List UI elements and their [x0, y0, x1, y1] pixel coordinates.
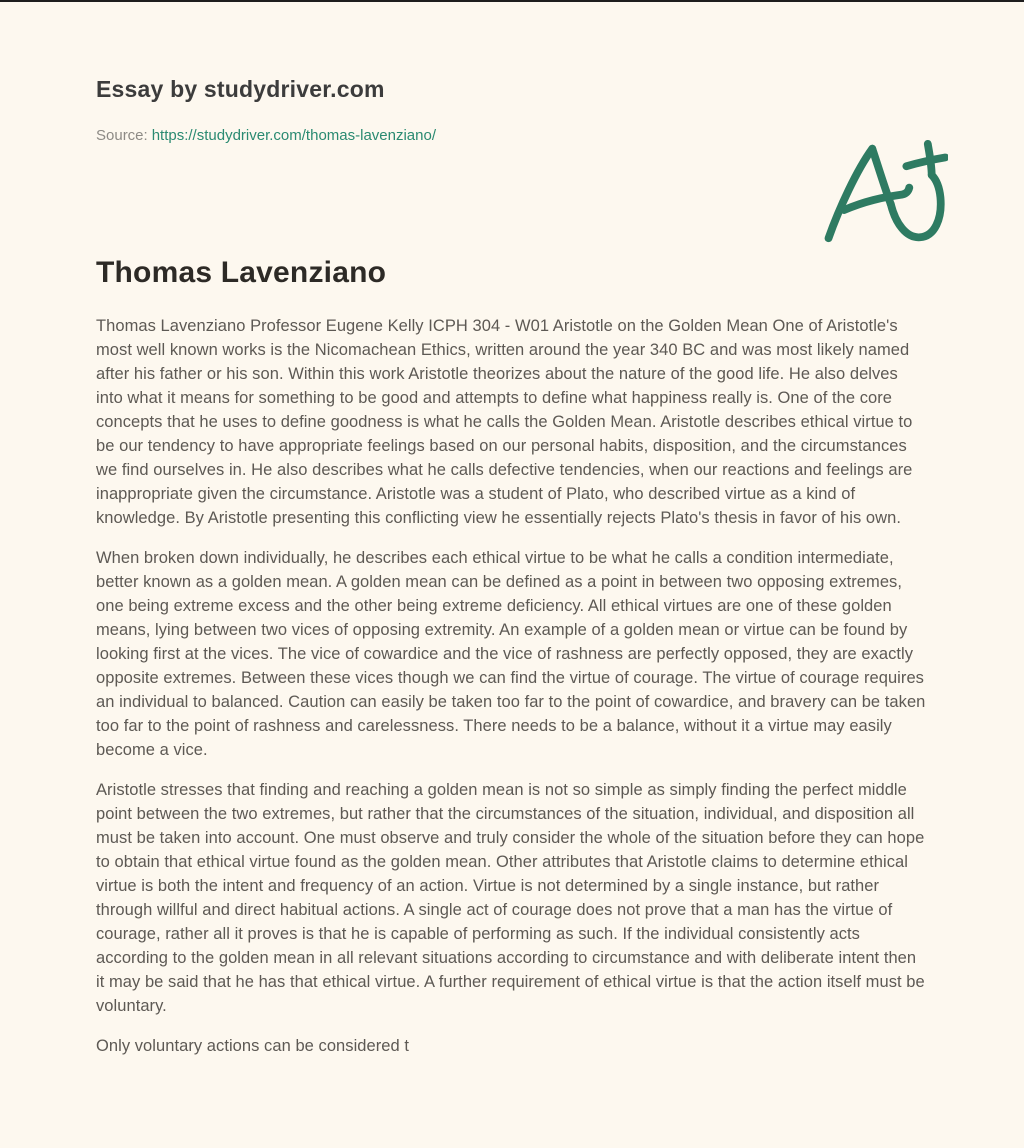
essay-paragraph: Thomas Lavenziano Professor Eugene Kelly ICPH 304 - W01 Aristotle on the Golden Mean One of Aristotle's most well known works is the Nicomachean Ethics, written around the year 340 BC and was most likely named after his father or his son. Within this work Aristotle theorizes about the nature of the good life. He also delves into what it means for something to be good and attempts to define what happiness really is. One of the core concepts that he uses to define goodness is what he calls the Golden Mean. Aristotle describes ethical virtue to be our tendency to have appropriate feelings based on our personal habits, disposition, and the circumstances we find ourselves in. He also describes what he calls defective tendencies, when our reactions and feelings are inappropriate given the circumstance. Aristotle was a student of Plato, who described virtue as a kind of knowledge. By Aristotle presenting this conflicting view he essentially rejects Plato's thesis in favor of his own. [96, 317, 913, 527]
a-plus-logo-icon [818, 138, 948, 248]
essay-paragraph: Only voluntary actions can be considered t [96, 1037, 410, 1055]
source-row [96, 127, 928, 144]
source-url-link[interactable]: https://studydriver.com/thomas-lavenziano/ [151, 127, 436, 144]
studydriver-logo [818, 138, 948, 248]
essay-page [0, 76, 1024, 1148]
source-label: Source: [96, 127, 148, 144]
essay-title: Thomas Lavenziano [96, 256, 387, 289]
essay-paragraph: Aristotle stresses that finding and reaching a golden mean is not so simple as simply finding the perfect middle point between the two extremes, but rather that the circumstances of the situation, individual, and disposition all must be taken into account. One must observe and truly consider the whole of the situation before they can hope to obtain that ethical virtue found as the golden mean. Other attributes that Aristotle claims to determine ethical virtue is both the intent and frequency of an action. Virtue is not determined by a single instance, but rather through willful and direct habitual actions. A single act of courage does not prove that a man has the virtue of courage, rather all it proves is that he is capable of performing as such. If the individual consistently acts according to the golden mean in all relevant situations according to circumstance and with deliberate intent then it may be said that he has that ethical virtue. A further requirement of ethical virtue is that the action itself must be voluntary. [96, 781, 925, 1015]
essay-body [96, 314, 928, 1058]
essay-paragraph: When broken down individually, he describes each ethical virtue to be what he calls a condition intermediate, better known as a golden mean. A golden mean can be defined as a point in between two opposing extremes, one being extreme excess and the other being extreme deficiency. All ethical virtues are one of these golden means, lying between two vices of opposing extremity. An example of a golden mean or virtue can be found by looking first at the vices. The vice of cowardice and the vice of rashness are perfectly opposed, they are exactly opposite extremes. Between these vices though we can find the virtue of courage. The virtue of courage requires an individual to balanced. Caution can easily be taken too far to the point of cowardice, and bravery can be taken too far to the point of rashness and carelessness. There needs to be a balance, without it a virtue may easily become a vice. [96, 549, 926, 759]
page-header-title: Essay by studydriver.com [96, 76, 385, 102]
